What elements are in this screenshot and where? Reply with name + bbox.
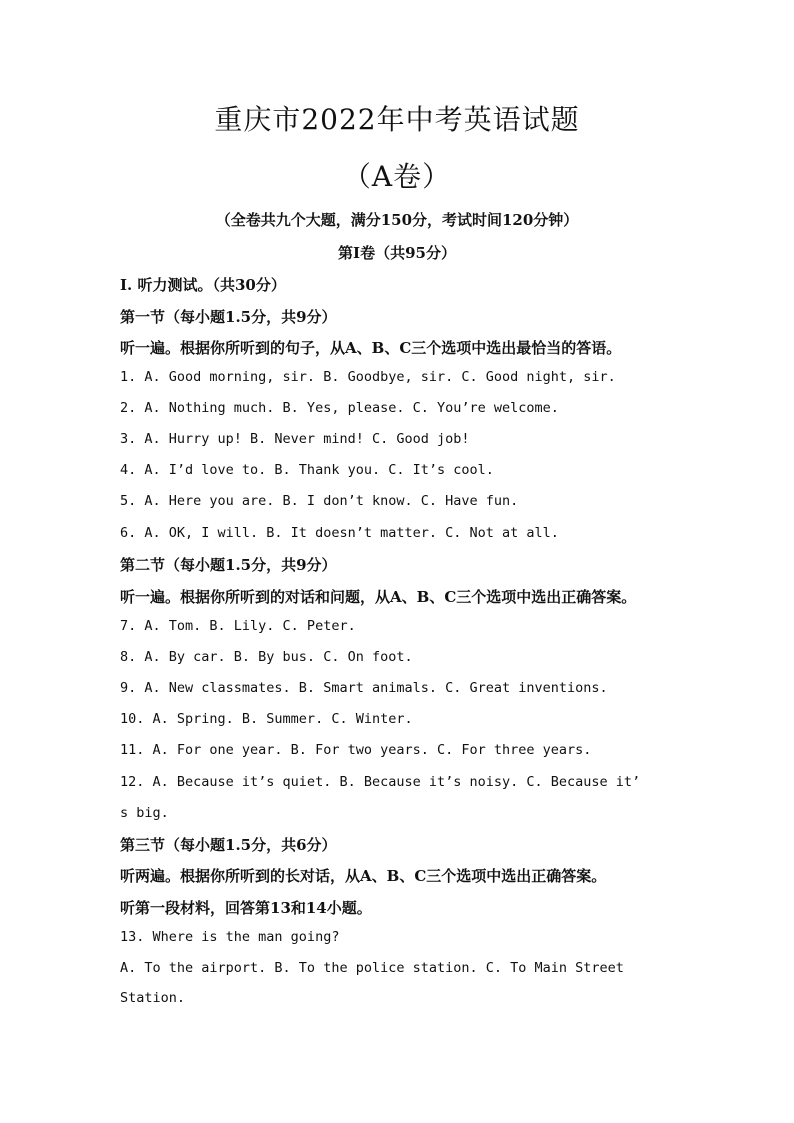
question-line: 7. A. Tom. B. Lily. C. Peter. [120,618,356,634]
question-line: 11. A. For one year. B. For two years. C. For three years. [120,742,592,758]
question-line: 6. A. OK, I will. B. It doesn’t matter. C. Not at all. [120,525,559,541]
question-line-continued: s big. [120,805,169,821]
question-line: 9. A. New classmates. B. Smart animals. C. Great inventions. [120,680,608,696]
section-instruction: 听一遍。根据你所听到的句子，从A、B、C三个选项中选出最恰当的答语。 [120,339,622,357]
volume-heading: 第Ⅰ卷（共95分） [338,244,456,262]
question-line: 13. Where is the man going? [120,929,340,945]
question-line: 1. A. Good morning, sir. B. Goodbye, sir. C. Good night, sir. [120,369,616,385]
section-heading: 第一节（每小题1.5分，共9分） [120,308,337,326]
question-line: A. To the airport. B. To the police station. C. To Main Street [120,960,624,976]
question-line: 8. A. By car. B. By bus. C. On foot. [120,649,413,665]
exam-subtitle: （A卷） [342,160,452,193]
section-instruction: 听一遍。根据你所听到的对话和问题，从A、B、C三个选项中选出正确答案。 [120,588,637,606]
question-line: 12. A. Because it’s quiet. B. Because it’s noisy. C. Because it’ [120,774,641,790]
section-heading: 第二节（每小题1.5分，共9分） [120,556,337,574]
question-line: 3. A. Hurry up! B. Never mind! C. Good job! [120,431,470,447]
question-line: 2. A. Nothing much. B. Yes, please. C. You’re welcome. [120,400,559,416]
part-heading: Ⅰ. 听力测试。（共30分） [120,276,286,294]
material-instruction: 听第一段材料，回答第13和14小题。 [120,899,372,917]
question-line-continued: Station. [120,990,186,1006]
exam-info: （全卷共九个大题，满分150分，考试时间120分钟） [215,211,579,229]
exam-title: 重庆市2022年中考英语试题 [214,103,580,136]
question-line: 10. A. Spring. B. Summer. C. Winter. [120,711,413,727]
section-instruction: 听两遍。根据你所听到的长对话，从A、B、C三个选项中选出正确答案。 [120,867,607,885]
question-line: 5. A. Here you are. B. I don’t know. C. Have fun. [120,493,519,509]
section-heading: 第三节（每小题1.5分，共6分） [120,836,337,854]
question-line: 4. A. I’d love to. B. Thank you. C. It’s cool. [120,462,494,478]
